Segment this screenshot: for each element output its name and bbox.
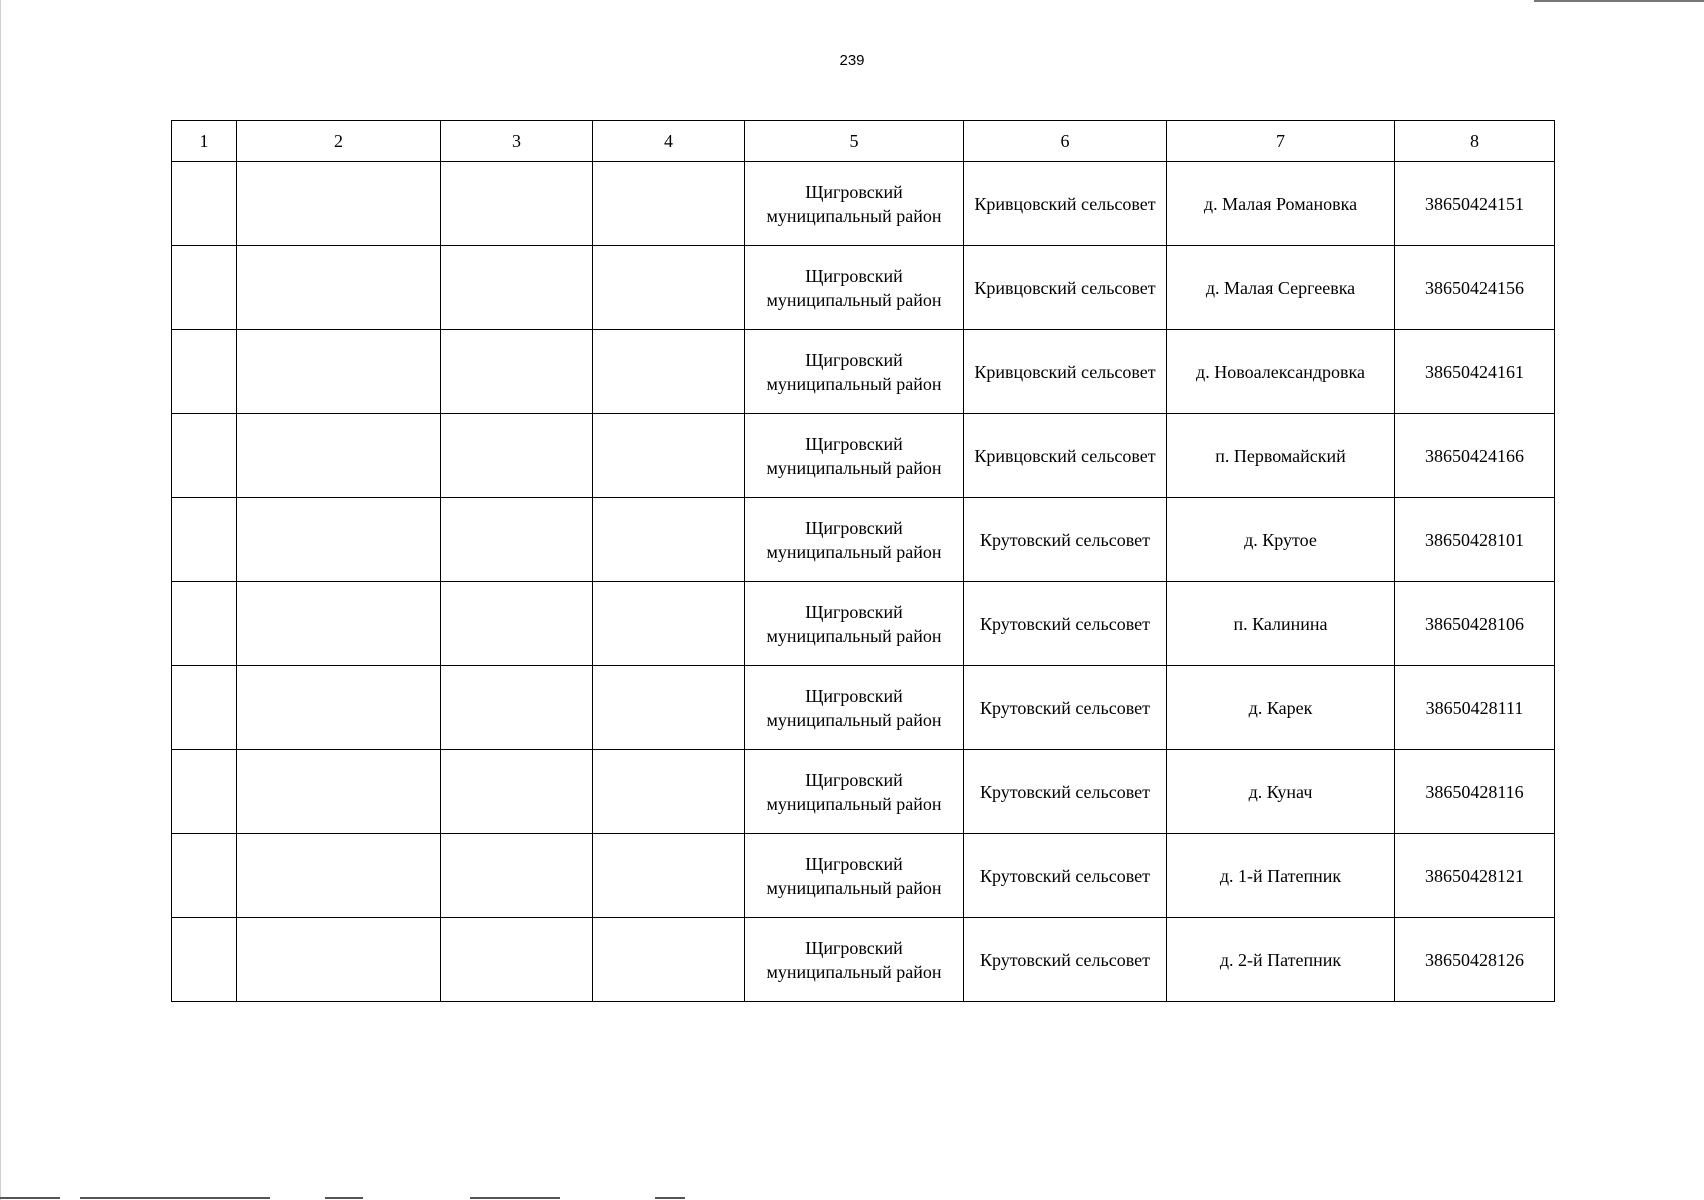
- cell-code: 38650428116: [1395, 750, 1555, 834]
- cell-district: [745, 330, 964, 414]
- column-header-1: 1: [172, 121, 237, 162]
- cell-council: Кривцовский сельсовет: [964, 330, 1167, 414]
- column-header-5: 5: [745, 121, 964, 162]
- cell-code: 38650424166: [1395, 414, 1555, 498]
- district-type: муниципальный район: [766, 289, 942, 310]
- cell-settlement: д. Малая Сергеевка: [1167, 246, 1395, 330]
- cell-code: 38650424156: [1395, 246, 1555, 330]
- cell-council: Кривцовский сельсовет: [964, 414, 1167, 498]
- cell-settlement: п. Первомайский: [1167, 414, 1395, 498]
- district-name: Щигровский: [805, 265, 903, 286]
- cell-col1: [172, 246, 237, 330]
- cell-district: [745, 498, 964, 582]
- district-name: Щигровский: [805, 349, 903, 370]
- cell-col1: [172, 162, 237, 246]
- table-row: [172, 582, 1555, 666]
- district-type: муниципальный район: [766, 961, 942, 982]
- district-type: муниципальный район: [766, 373, 942, 394]
- district-name: Щигровский: [805, 433, 903, 454]
- cell-col1: [172, 834, 237, 918]
- cell-col4: [593, 246, 745, 330]
- cell-col1: [172, 498, 237, 582]
- cell-district: [745, 666, 964, 750]
- cell-council: Крутовский сельсовет: [964, 834, 1167, 918]
- cell-col1: [172, 582, 237, 666]
- cell-col2: [237, 414, 441, 498]
- cell-col1: [172, 918, 237, 1002]
- scan-edge-left: [0, 0, 1, 1200]
- district-name: Щигровский: [805, 769, 903, 790]
- cell-district: [745, 750, 964, 834]
- cell-col2: [237, 246, 441, 330]
- cell-code: 38650424161: [1395, 330, 1555, 414]
- column-header-6: 6: [964, 121, 1167, 162]
- column-header-7: 7: [1167, 121, 1395, 162]
- cell-district: [745, 834, 964, 918]
- cell-col4: [593, 582, 745, 666]
- page-number: 239: [839, 52, 865, 69]
- cell-council: Крутовский сельсовет: [964, 750, 1167, 834]
- column-header-8: 8: [1395, 121, 1555, 162]
- data-table: [171, 120, 1555, 1002]
- table-row: [172, 498, 1555, 582]
- district-type: муниципальный район: [766, 793, 942, 814]
- cell-code: 38650424151: [1395, 162, 1555, 246]
- district-type: муниципальный район: [766, 541, 942, 562]
- cell-col4: [593, 330, 745, 414]
- cell-col4: [593, 834, 745, 918]
- cell-settlement: д. Новоалександровка: [1167, 330, 1395, 414]
- district-name: Щигровский: [805, 181, 903, 202]
- table-row: [172, 750, 1555, 834]
- cell-district: [745, 246, 964, 330]
- district-name: Щигровский: [805, 601, 903, 622]
- table-row: [172, 834, 1555, 918]
- cell-col3: [441, 750, 593, 834]
- cell-col4: [593, 750, 745, 834]
- cell-settlement: д. Крутое: [1167, 498, 1395, 582]
- cell-col3: [441, 918, 593, 1002]
- cell-district: [745, 918, 964, 1002]
- scan-artifact-line: [470, 1197, 560, 1199]
- cell-col3: [441, 246, 593, 330]
- cell-council: Кривцовский сельсовет: [964, 246, 1167, 330]
- cell-code: 38650428106: [1395, 582, 1555, 666]
- cell-settlement: д. 2-й Патепник: [1167, 918, 1395, 1002]
- scan-artifact-line: [0, 1197, 60, 1199]
- district-name: Щигровский: [805, 853, 903, 874]
- cell-col4: [593, 162, 745, 246]
- district-type: муниципальный район: [766, 877, 942, 898]
- column-header-3: 3: [441, 121, 593, 162]
- cell-settlement: д. Карек: [1167, 666, 1395, 750]
- scan-artifact-line: [325, 1197, 363, 1199]
- cell-code: 38650428111: [1395, 666, 1555, 750]
- table-row: [172, 330, 1555, 414]
- cell-col3: [441, 834, 593, 918]
- scan-artifact-line: [655, 1197, 685, 1199]
- district-type: муниципальный район: [766, 457, 942, 478]
- district-type: муниципальный район: [766, 709, 942, 730]
- district-name: Щигровский: [805, 517, 903, 538]
- table-row: [172, 246, 1555, 330]
- cell-code: 38650428126: [1395, 918, 1555, 1002]
- cell-council: Крутовский сельсовет: [964, 666, 1167, 750]
- cell-district: [745, 414, 964, 498]
- cell-col3: [441, 498, 593, 582]
- cell-district: [745, 162, 964, 246]
- table-row: [172, 918, 1555, 1002]
- cell-settlement: п. Калинина: [1167, 582, 1395, 666]
- cell-col2: [237, 330, 441, 414]
- cell-col2: [237, 918, 441, 1002]
- scan-artifact-line: [80, 1197, 270, 1199]
- district-name: Щигровский: [805, 937, 903, 958]
- cell-col2: [237, 582, 441, 666]
- cell-col1: [172, 330, 237, 414]
- cell-col1: [172, 666, 237, 750]
- district-type: муниципальный район: [766, 625, 942, 646]
- cell-col3: [441, 330, 593, 414]
- cell-col2: [237, 162, 441, 246]
- table-row: [172, 414, 1555, 498]
- column-header-4: 4: [593, 121, 745, 162]
- table-row: [172, 162, 1555, 246]
- cell-code: 38650428121: [1395, 834, 1555, 918]
- cell-council: Кривцовский сельсовет: [964, 162, 1167, 246]
- cell-council: Крутовский сельсовет: [964, 582, 1167, 666]
- table-row: [172, 666, 1555, 750]
- scan-edge-top: [1534, 0, 1704, 2]
- column-header-2: 2: [237, 121, 441, 162]
- cell-code: 38650428101: [1395, 498, 1555, 582]
- cell-col2: [237, 666, 441, 750]
- cell-settlement: д. Кунач: [1167, 750, 1395, 834]
- district-name: Щигровский: [805, 685, 903, 706]
- cell-col3: [441, 582, 593, 666]
- cell-col4: [593, 666, 745, 750]
- cell-council: Крутовский сельсовет: [964, 498, 1167, 582]
- cell-district: [745, 582, 964, 666]
- cell-col3: [441, 666, 593, 750]
- cell-col4: [593, 918, 745, 1002]
- cell-col3: [441, 414, 593, 498]
- cell-col2: [237, 498, 441, 582]
- table-header-row: [172, 121, 1555, 162]
- cell-settlement: д. 1-й Патепник: [1167, 834, 1395, 918]
- cell-col1: [172, 750, 237, 834]
- cell-col1: [172, 414, 237, 498]
- district-type: муниципальный район: [766, 205, 942, 226]
- cell-col2: [237, 750, 441, 834]
- cell-council: Крутовский сельсовет: [964, 918, 1167, 1002]
- cell-col4: [593, 414, 745, 498]
- cell-settlement: д. Малая Романовка: [1167, 162, 1395, 246]
- cell-col4: [593, 498, 745, 582]
- cell-col3: [441, 162, 593, 246]
- cell-col2: [237, 834, 441, 918]
